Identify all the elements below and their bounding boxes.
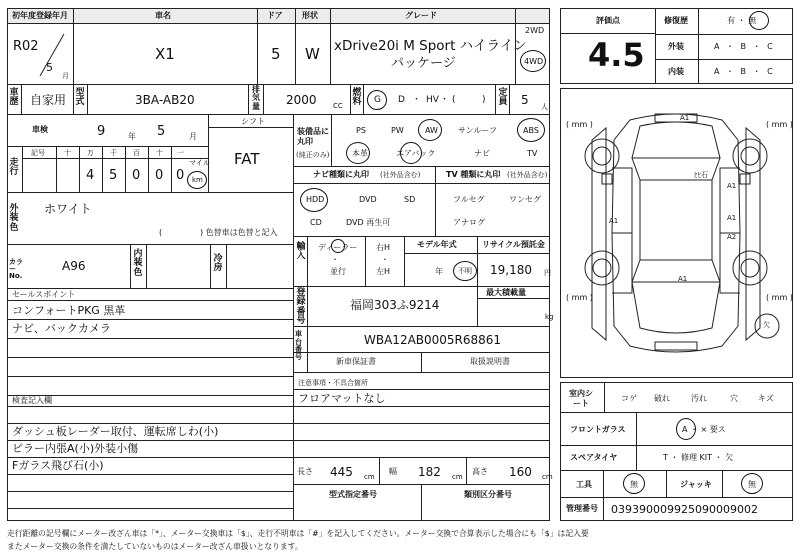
footer-line-1: 走行距離の記号欄にメーター改ざん車は「*」、メーター交換車は「$」、走行不明車は「#」を記入してください。メーター交換で合算表示した場合にも「$」は記入要 <box>7 529 589 538</box>
model-code-label: 型式 <box>75 88 85 108</box>
model-code: 3BA-AB20 <box>135 93 195 107</box>
import-parallel: 並行 <box>330 267 346 276</box>
equip-airbag-circle <box>400 142 422 164</box>
max-load-label: 最大積載量 <box>486 288 526 297</box>
sheet-ana: 穴 <box>730 394 738 403</box>
width-value: 182 <box>418 465 441 479</box>
inspector-line-1: ダッシュ板レーダー取付、運転席しわ(小) <box>12 425 219 438</box>
manual: 取扱説明書 <box>470 357 510 366</box>
usage: 自家用 <box>30 93 67 107</box>
drive-4wd: 4WD <box>524 57 544 66</box>
import-dealer-circle <box>331 239 345 253</box>
navi-title: ナビ種類に丸印 <box>313 170 369 179</box>
equip-aw-circle <box>418 119 442 141</box>
fuel-hv: HV <box>426 95 439 105</box>
equip-abs-circle <box>517 118 545 142</box>
usage-label: 車歴 <box>9 88 19 108</box>
type-cert-label: 型式指定番号 <box>329 490 377 499</box>
capacity: 5 <box>521 93 529 107</box>
drive-2wd: 2WD <box>525 26 545 35</box>
equip-airbag: エアバック <box>396 149 436 158</box>
chassis-number: WBA12AB0005R68861 <box>364 333 502 347</box>
footer-line-2: またメーター交換の条件を満たしていないものはメーター改ざん車扱いとなります。 <box>7 542 303 551</box>
exterior-label: 外装 <box>668 42 684 51</box>
unit-man: 万 <box>87 149 94 157</box>
score-label: 評価点 <box>596 16 620 25</box>
equip-navi: ナビ <box>474 149 490 158</box>
first-reg-month: 5 <box>46 61 53 74</box>
windshield-circle <box>676 418 696 440</box>
interior-color-label: 内装色 <box>133 249 143 278</box>
capacity-label: 定員 <box>498 88 508 108</box>
import-label: 輸入 <box>296 242 306 262</box>
recycle-value: 19,180 <box>490 263 532 277</box>
jack-value: 無 <box>748 480 756 489</box>
diagram-label-chip: ﾋﾋ石 <box>694 171 708 179</box>
equip-aw: AW <box>425 126 438 135</box>
grade-line1: xDrive20i M Sport ハイライン <box>334 38 527 54</box>
mm-mark-tr: ( mm ) <box>766 120 793 129</box>
inspector-label: 検査記入欄 <box>12 396 52 405</box>
spare-label: スペアタイヤ <box>570 453 618 462</box>
tv-title-sub: (社外品含む) <box>507 171 548 179</box>
color-no-label: カラーNo. <box>9 258 23 280</box>
model-name: X1 <box>155 45 175 63</box>
diagram-label-a1-left: A1 <box>609 217 619 225</box>
repair-label: 修復歴 <box>664 16 688 25</box>
interior-grades: A ・ B ・ C <box>714 67 775 76</box>
mileage-digit-4: 0 <box>155 168 164 183</box>
drive-4wd-circle <box>520 50 546 72</box>
doors: 5 <box>271 45 281 63</box>
symbol-label: 記号 <box>31 149 45 157</box>
exterior-grades: A ・ B ・ C <box>714 42 775 51</box>
sheet-yogore: 汚れ <box>691 394 707 403</box>
equip-abs: ABS <box>523 126 539 135</box>
equipment-label: 装備品に丸印 <box>297 127 329 147</box>
inspection-label: 車検 <box>32 125 48 134</box>
right-hand: 右H <box>376 243 391 252</box>
registration-plate: 福岡303ふ9214 <box>350 298 440 312</box>
model-year-label: モデル年式 <box>417 240 457 249</box>
navi-hdd-circle <box>300 188 328 212</box>
fuel-dot: ・ <box>412 95 422 105</box>
equip-leather: 本革 <box>352 149 368 158</box>
shape-label: 形状 <box>302 11 318 20</box>
import-dealer: ディーラー <box>318 243 358 252</box>
diagram-label-a1-r1: A1 <box>727 182 737 190</box>
mileage-label: 走行 <box>9 158 19 178</box>
navi-sd: SD <box>404 195 416 204</box>
inspection-month-unit: 月 <box>189 132 197 141</box>
fuel-dot2: ・ <box>440 95 450 105</box>
class-label: 類別区分番号 <box>464 490 512 499</box>
score-value: 4.5 <box>588 36 645 74</box>
width-unit: cm <box>452 473 463 481</box>
equip-sunroof: サンルーフ <box>458 126 497 135</box>
model-year-unknown: 不明 <box>458 267 472 275</box>
fuel-label: 燃料 <box>352 88 362 108</box>
capacity-unit: 人 <box>541 103 548 111</box>
sheet-yabure: 破れ <box>654 394 670 403</box>
length-unit: cm <box>364 473 375 481</box>
unit-sen: 千 <box>110 149 117 157</box>
jack-label: ジャッキ <box>680 480 712 489</box>
model-year-unit: 年 <box>435 267 443 276</box>
model-name-label: 車名 <box>155 11 171 20</box>
mileage-digit-2: 5 <box>109 168 118 183</box>
selling-point-1: コンフォートPKG 黒革 <box>12 304 126 317</box>
mgmt-value: 039390009925090009002 <box>611 503 758 516</box>
width-label: 幅 <box>389 467 397 476</box>
tv-fullseg: フルセグ <box>453 195 485 204</box>
navi-dvd-play: DVD 再生可 <box>346 218 391 227</box>
navi-hdd: HDD <box>306 195 325 204</box>
color-no-value: A96 <box>62 259 86 273</box>
tools-circle <box>623 473 645 494</box>
color-label: 外装色 <box>9 204 19 233</box>
grade-label: グレード <box>405 11 437 20</box>
diagram-label-a1-top: A1 <box>680 114 690 122</box>
inspector-line-3: Fガラス飛び石(小) <box>12 459 104 472</box>
jack-circle <box>741 473 763 494</box>
ac-label: 冷房 <box>213 254 223 274</box>
height-value: 160 <box>509 465 532 479</box>
navi-title-sub: (社外品含む) <box>380 171 421 179</box>
height-label: 高さ <box>472 467 488 476</box>
displacement-label: 排気量 <box>252 85 260 111</box>
selling-point-2: ナビ、バックカメラ <box>12 322 111 335</box>
mileage-digit-3: 0 <box>132 168 141 183</box>
diagram-label-a1-r2: A1 <box>727 214 737 222</box>
fuel-g: G <box>374 95 381 105</box>
mile-label: マイル <box>189 159 210 167</box>
diagram-label-missing: 欠 <box>763 321 770 329</box>
sheet-kizu: キズ <box>758 394 774 403</box>
km-circle <box>187 171 207 189</box>
windshield-label: フロントガラス <box>570 425 626 434</box>
fuel-open: ( <box>452 95 456 105</box>
mgmt-label: 管理番号 <box>566 504 598 513</box>
interior-label: 内装 <box>668 67 684 76</box>
shape: W <box>305 45 320 63</box>
repair-options: 有 ・ 無 <box>727 16 757 25</box>
fuel-circle <box>367 90 387 110</box>
max-load-unit: kg <box>545 313 554 321</box>
inspection-month: 5 <box>157 124 166 139</box>
equip-tv: TV <box>527 149 538 158</box>
mileage-digit-5: 0 <box>176 168 185 183</box>
equip-pw: PW <box>391 126 404 135</box>
first-reg-label: 初年度登録年月 <box>12 11 68 20</box>
navi-dvd: DVD <box>359 195 377 204</box>
tv-analog: アナログ <box>453 218 485 227</box>
diagram-label-a1-bottom: A1 <box>678 275 688 283</box>
mileage-digit-1: 4 <box>86 168 95 183</box>
chassis-label: 車台番号 <box>295 330 302 362</box>
first-reg-era: R02 <box>13 39 39 54</box>
mm-mark-bl: ( mm ) <box>566 293 593 302</box>
rl-dot: ・ <box>381 255 389 264</box>
recycle-label: リサイクル預託金 <box>482 240 545 249</box>
sheet-label: 室内シート <box>569 389 593 408</box>
inspection-year: 9 <box>97 124 106 139</box>
equip-leather-circle <box>346 142 370 164</box>
unit-hyaku: 百 <box>133 149 140 157</box>
displacement: 2000 <box>286 93 317 107</box>
notes-label: 注意事項・不具合箇所 <box>298 379 368 387</box>
length-label: 長さ <box>297 467 313 476</box>
shift-value: FAT <box>234 150 260 168</box>
color-note: ) 色替車は色替と記入 <box>200 228 278 237</box>
equipment-label-sub: (純正のみ) <box>296 151 330 159</box>
unit-10man: 十 <box>64 149 71 157</box>
fuel-d: D <box>398 95 405 105</box>
unit-juu: 十 <box>156 149 163 157</box>
length-value: 445 <box>330 465 353 479</box>
unit-ichi: 一 <box>177 149 184 157</box>
recycle-yen: 円 <box>544 269 551 277</box>
cc-unit: CC <box>333 102 343 110</box>
inspection-year-unit: 年 <box>128 132 136 141</box>
model-year-unknown-circle <box>453 261 477 281</box>
tv-title: TV 種類に丸印 <box>446 170 501 179</box>
shift-label: シフト <box>241 117 265 126</box>
doors-label: ドア <box>267 11 283 20</box>
new-warranty: 新車保証書 <box>336 357 376 366</box>
inspector-line-2: ピラー内張A(小)外装小傷 <box>12 442 139 455</box>
selling-points-label: セールスポイント <box>12 290 76 299</box>
tools-label: 工具 <box>576 480 592 489</box>
month-unit: 月 <box>62 72 69 80</box>
tv-oneseg: ワンセグ <box>509 195 541 204</box>
tools-value: 無 <box>630 480 638 489</box>
equip-ps: PS <box>356 126 366 135</box>
mm-mark-tl: ( mm ) <box>566 120 593 129</box>
diagram-label-a2: A2 <box>727 233 737 241</box>
import-dot: ・ <box>331 255 339 264</box>
height-unit: cm <box>542 473 553 481</box>
sheet-kogе: コゲ <box>621 394 637 403</box>
grade-line2: パッケージ <box>391 56 456 71</box>
navi-cd: CD <box>310 218 322 227</box>
repair-circle <box>749 11 769 30</box>
color-note-open: ( <box>159 228 163 237</box>
color-value: ホワイト <box>44 202 92 216</box>
notes-text: フロアマットなし <box>298 392 386 405</box>
car-diagram <box>560 88 793 378</box>
registration-label: 登録番号 <box>296 288 306 327</box>
windshield-value: A ・ × 要ス <box>682 425 726 434</box>
left-hand: 左H <box>376 267 391 276</box>
spare-value: T ・ 修理 KIT ・ 欠 <box>663 453 734 462</box>
mm-mark-br: ( mm ) <box>766 293 793 302</box>
km-label: km <box>192 176 203 184</box>
fuel-close: ) <box>482 95 486 105</box>
